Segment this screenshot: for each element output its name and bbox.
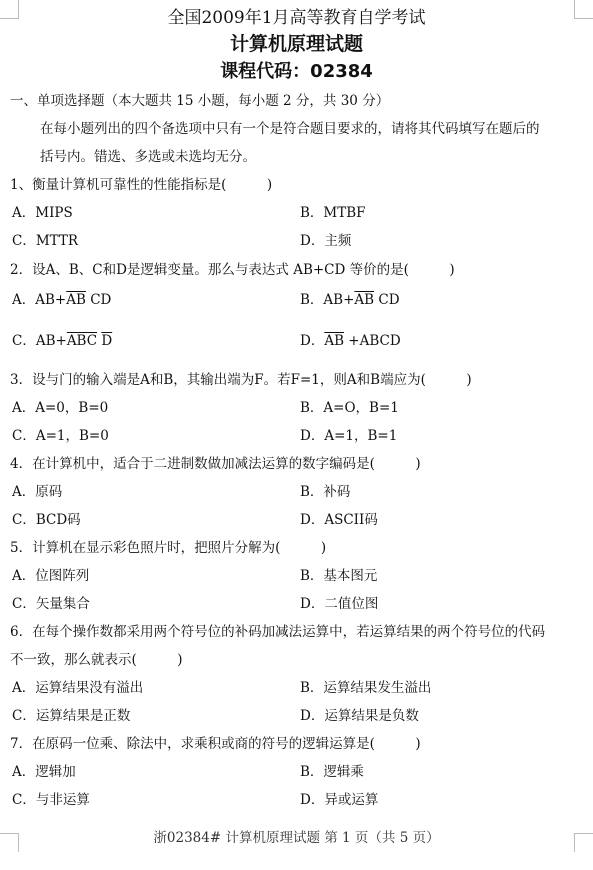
question-2-option-a: A．$AB+\overline{AB}$ CD — [12, 292, 112, 308]
question-4-option-c: C．BCD码 — [12, 512, 81, 528]
question-6-option-d: D．运算结果是负数 — [300, 708, 419, 724]
question-6-option-b: B．运算结果发生溢出 — [300, 680, 432, 696]
question-3-option-a: A．A=0，B=0 — [12, 400, 109, 416]
question-4-stem: 4．在计算机中，适合于二进制数做加减法运算的数字编码是( ) — [10, 456, 421, 472]
question-5-option-b: B．基本图元 — [300, 568, 378, 584]
question-5-stem: 5．计算机在显示彩色照片时，把照片分解为( ) — [10, 540, 327, 556]
question-3-option-b: B．A=O，B=1 — [300, 400, 399, 416]
instruction-line-1: 在每小题列出的四个备选项中只有一个是符合题目要求的，请将其代码填写在题后的 — [40, 121, 540, 137]
course-code: 课程代码：02384 — [220, 61, 373, 82]
question-2-option-d: D．$\overline{AB}$ +ABCD — [300, 333, 401, 349]
section-heading: 一、单项选择题（本大题共 15 小题，每小题 2 分，共 30 分） — [10, 93, 390, 109]
question-4-option-d: D．ASCII码 — [300, 512, 378, 528]
question-1-option-a: A．MIPS — [12, 205, 73, 221]
question-2-stem: 2．设A、B、C和D是逻辑变量。那么与表达式 AB+CD 等价的是( ) — [10, 262, 455, 278]
question-7-stem: 7．在原码一位乘、除法中，求乘积或商的符号的逻辑运算是( ) — [10, 736, 421, 752]
question-6-option-c: C．运算结果是正数 — [12, 708, 131, 724]
question-5-option-d: D．二值位图 — [300, 596, 379, 612]
question-2-option-c: C．$AB+\overline{ABC}$ $\overline{D}$ — [12, 333, 113, 349]
question-6-option-a: A．运算结果没有溢出 — [12, 680, 144, 696]
question-5-option-c: C．矢量集合 — [12, 596, 90, 612]
question-3-option-c: C．A=1，B=0 — [12, 428, 109, 444]
question-1-option-c: C．MTTR — [12, 233, 79, 249]
question-7-option-d: D．异或运算 — [300, 792, 379, 808]
question-7-option-c: C．与非运算 — [12, 792, 90, 808]
question-2-option-b: B．$AB+\overline{AB}$ CD — [300, 292, 400, 308]
question-6-stem-line-2: 不一致，那么就表示( ) — [10, 652, 183, 668]
question-4-option-a: A．原码 — [12, 484, 63, 500]
question-4-option-b: B．补码 — [300, 484, 351, 500]
question-6-stem-line-1: 6．在每个操作数都采用两个符号位的补码加减法运算中，若运算结果的两个符号位的代码 — [10, 624, 546, 640]
question-3-stem: 3．设与门的输入端是A和B，其输出端为F。若F=1，则A和B端应为( ) — [10, 372, 472, 388]
question-1-option-d: D．主频 — [300, 233, 352, 249]
question-7-option-b: B．逻辑乘 — [300, 764, 364, 780]
instruction-line-2: 括号内。错选、多选或未选均无分。 — [40, 149, 256, 165]
subject-title: 计算机原理试题 — [229, 33, 363, 55]
question-5-option-a: A．位图阵列 — [12, 568, 90, 584]
page-footer: 浙02384# 计算机原理试题 第 1 页（共 5 页） — [153, 830, 440, 846]
question-1-stem: 1、衡量计算机可靠性的性能指标是( ) — [10, 177, 273, 193]
question-1-option-b: B．MTBF — [300, 205, 366, 221]
exam-title: 全国2009年1月高等教育自学考试 — [167, 8, 426, 28]
question-7-option-a: A．逻辑加 — [12, 764, 76, 780]
question-3-option-d: D．A=1，B=1 — [300, 428, 398, 444]
